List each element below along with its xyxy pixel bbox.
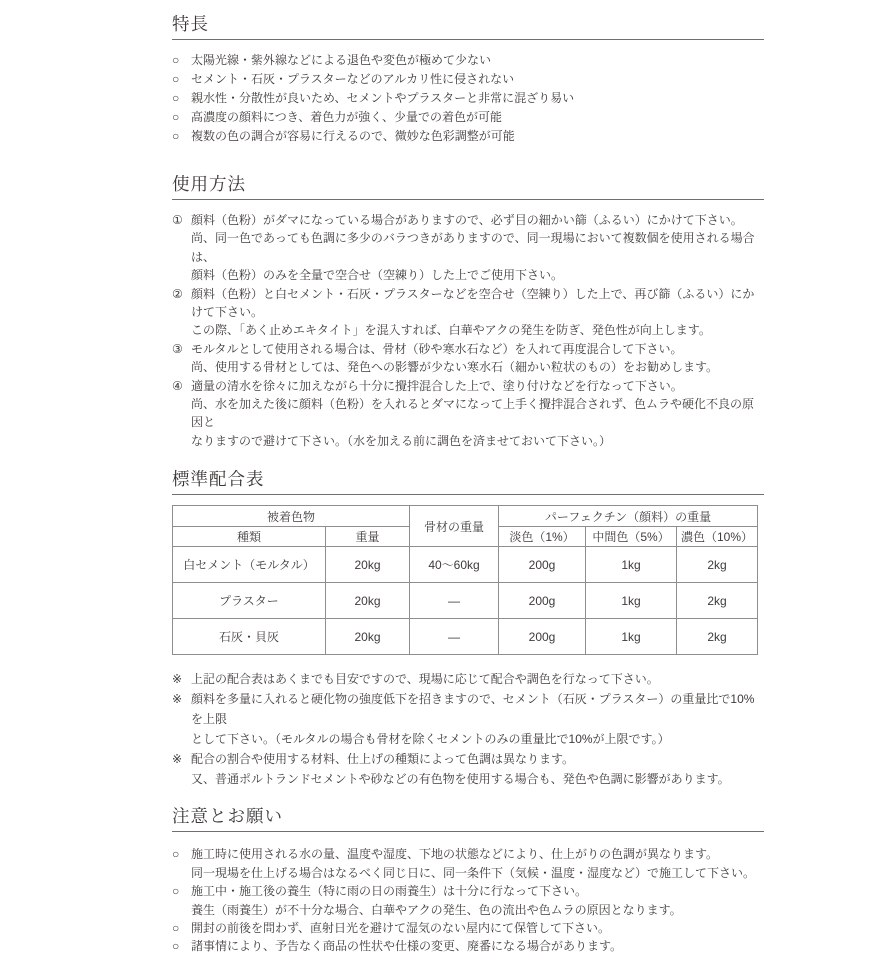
reference-mark-icon: ※ bbox=[172, 752, 183, 767]
th-type: 種類 bbox=[173, 527, 326, 547]
mixing-table bbox=[172, 505, 758, 655]
cell-aggregate: — bbox=[410, 583, 499, 619]
circle-bullet-icon: ○ bbox=[172, 129, 180, 143]
caution-line: 施工時に使用される水の量、温度や湿度、下地の状態などにより、仕上がりの色調が異なります。 bbox=[191, 847, 719, 862]
th-coated-object: 被着色物 bbox=[173, 506, 410, 527]
cell-light: 200g bbox=[499, 547, 586, 583]
usage-step-lines bbox=[191, 211, 764, 285]
note-lines bbox=[191, 749, 764, 789]
cautions-section bbox=[172, 804, 764, 955]
cell-dark: 2kg bbox=[677, 583, 758, 619]
note-item bbox=[172, 669, 764, 689]
caution-item bbox=[172, 937, 764, 955]
th-light: 淡色（1%） bbox=[499, 527, 586, 547]
feature-item bbox=[172, 89, 764, 108]
circle-bullet-icon: ○ bbox=[172, 884, 180, 899]
usage-step bbox=[172, 211, 764, 285]
table-row bbox=[173, 619, 758, 655]
section-divider bbox=[172, 494, 764, 495]
circle-bullet-icon: ○ bbox=[172, 110, 180, 124]
features-title: 特長 bbox=[172, 14, 209, 34]
th-medium: 中間色（5%） bbox=[586, 527, 677, 547]
usage-line: 尚、水を加えた後に顔料（色粉）を入れるとダマになって上手く攪拌混合されず、色ムラや硬化不良の原因と bbox=[191, 397, 755, 430]
cell-light: 200g bbox=[499, 583, 586, 619]
step-number-icon: ② bbox=[172, 286, 183, 301]
usage-step bbox=[172, 377, 764, 451]
cell-type: 石灰・貝灰 bbox=[173, 619, 326, 655]
circle-bullet-icon: ○ bbox=[172, 53, 180, 67]
table-row bbox=[173, 547, 758, 583]
feature-text: 複数の色の調合が容易に行えるので、微妙な色彩調整が可能 bbox=[191, 129, 515, 143]
step-number-icon: ④ bbox=[172, 378, 183, 393]
th-pigment-weight: パーフェクチン（顔料）の重量 bbox=[499, 506, 758, 527]
usage-section bbox=[172, 172, 764, 450]
note-item bbox=[172, 749, 764, 789]
circle-bullet-icon: ○ bbox=[172, 939, 180, 954]
usage-title: 使用方法 bbox=[172, 174, 246, 194]
circle-bullet-icon: ○ bbox=[172, 920, 180, 935]
note-lines bbox=[191, 689, 764, 749]
feature-text: 太陽光線・紫外線などによる退色や変色が極めて少ない bbox=[191, 53, 492, 67]
feature-item bbox=[172, 70, 764, 89]
caution-lines bbox=[191, 919, 764, 937]
usage-line: 顔料（色粉）がダマになっている場合がありますので、必ず目の細かい篩（ふるい）にかけて下さい。 bbox=[191, 213, 743, 227]
feature-item bbox=[172, 51, 764, 70]
reference-mark-icon: ※ bbox=[172, 692, 183, 707]
caution-line: 諸事情により、予告なく商品の性状や仕様の変更、廃番になる場合があります。 bbox=[191, 939, 623, 954]
cell-medium: 1kg bbox=[586, 619, 677, 655]
cell-aggregate: 40～60kg bbox=[410, 547, 499, 583]
cell-medium: 1kg bbox=[586, 583, 677, 619]
feature-text: セメント・石灰・プラスターなどのアルカリ性に侵されない bbox=[191, 72, 515, 86]
usage-line: なりますので避けて下さい。（水を加える前に調色を済ませておいて下さい。） bbox=[191, 433, 612, 448]
table-row bbox=[173, 583, 758, 619]
note-item bbox=[172, 689, 764, 749]
usage-line: 顔料（色粉）と白セメント・石灰・プラスターなどを空合せ（空練り）した上で、再び篩（ふるい）にかけて下さい。 bbox=[191, 286, 755, 320]
cell-weight: 20kg bbox=[326, 547, 410, 583]
cell-weight: 20kg bbox=[326, 583, 410, 619]
usage-step bbox=[172, 340, 764, 377]
caution-line: 養生（雨養生）が不十分な場合、白華やアクの発生、色の流出や色ムラの原因となります。 bbox=[191, 902, 682, 917]
caution-line: 施工中・施工後の養生（特に雨の日の雨養生）は十分に行なって下さい。 bbox=[191, 884, 588, 899]
note-lines bbox=[191, 669, 764, 689]
feature-item bbox=[172, 127, 764, 146]
cell-dark: 2kg bbox=[677, 619, 758, 655]
cell-weight: 20kg bbox=[326, 619, 410, 655]
usage-step-lines bbox=[191, 285, 764, 340]
mixing-table-title: 標準配合表 bbox=[172, 469, 265, 490]
usage-line: 適量の清水を徐々に加えながら十分に攪拌混合した上で、塗り付けなどを行なって下さい。 bbox=[191, 378, 683, 393]
note-line: として下さい。（モルタルの場合も骨材を除くセメントのみの重量比で10%が上限です。） bbox=[191, 732, 670, 747]
usage-step-lines bbox=[191, 377, 764, 451]
feature-text: 親水性・分散性が良いため、セメントやプラスターと非常に混ざり易い bbox=[191, 91, 575, 105]
circle-bullet-icon: ○ bbox=[172, 91, 180, 105]
cell-type: プラスター bbox=[173, 583, 326, 619]
step-number-icon: ③ bbox=[172, 341, 183, 356]
caution-lines bbox=[191, 845, 764, 882]
feature-text: 高濃度の顔料につき、着色力が強く、少量での着色が可能 bbox=[191, 110, 503, 124]
step-number-icon: ① bbox=[172, 213, 183, 227]
features-list bbox=[172, 51, 764, 146]
caution-lines bbox=[191, 937, 764, 955]
table-notes bbox=[172, 669, 764, 789]
features-section bbox=[172, 12, 764, 146]
mixing-table-section bbox=[172, 467, 764, 789]
section-divider bbox=[172, 39, 764, 40]
cell-type: 白セメント（モルタル） bbox=[173, 547, 326, 583]
section-divider bbox=[172, 199, 764, 200]
note-line: 上記の配合表はあくまでも目安ですので、現場に応じて配合や調色を行なって下さい。 bbox=[191, 672, 659, 687]
usage-line: この際、「あく止めエキタイト」を混入すれば、白華やアクの発生を防ぎ、発色性が向上します。 bbox=[191, 323, 711, 338]
cautions-title: 注意とお願い bbox=[172, 806, 283, 827]
cell-dark: 2kg bbox=[677, 547, 758, 583]
usage-step-lines bbox=[191, 340, 764, 377]
caution-item bbox=[172, 919, 764, 937]
th-dark: 濃色（10%） bbox=[677, 527, 758, 547]
usage-line: 顔料（色粉）のみを全量で空合せ（空練り）した上でご使用下さい。 bbox=[191, 268, 564, 283]
circle-bullet-icon: ○ bbox=[172, 847, 180, 862]
section-divider bbox=[172, 831, 764, 832]
reference-mark-icon: ※ bbox=[172, 672, 183, 687]
usage-step bbox=[172, 285, 764, 340]
cell-medium: 1kg bbox=[586, 547, 677, 583]
note-line: 配合の割合や使用する材料、仕上げの種類によって色調は異なります。 bbox=[191, 752, 575, 767]
caution-item bbox=[172, 845, 764, 882]
cell-aggregate: — bbox=[410, 619, 499, 655]
usage-line: 尚、同一色であっても色調に多少のバラつきがありますので、同一現場において複数個を使用される場合は、 bbox=[191, 231, 755, 264]
caution-line: 同一現場を仕上げる場合はなるべく同じ日に、同一条件下（気候・温度・湿度など）で施工して下さい。 bbox=[191, 865, 756, 880]
caution-item bbox=[172, 882, 764, 919]
note-line: 又、普通ポルトランドセメントや砂などの有色物を使用する場合も、発色や色調に影響があります。 bbox=[191, 772, 730, 787]
feature-item bbox=[172, 108, 764, 127]
th-aggregate-weight: 骨材の重量 bbox=[410, 506, 499, 547]
th-weight: 重量 bbox=[326, 527, 410, 547]
usage-steps bbox=[172, 211, 764, 450]
table-header-row bbox=[173, 506, 758, 527]
usage-line: 尚、使用する骨材としては、発色への影響が少ない寒水石（細かい粒状のもの）をお勧めします。 bbox=[191, 360, 719, 375]
caution-line: 開封の前後を問わず、直射日光を避けて湿気のない屋内にて保管して下さい。 bbox=[191, 920, 611, 935]
caution-lines bbox=[191, 882, 764, 919]
cell-light: 200g bbox=[499, 619, 586, 655]
circle-bullet-icon: ○ bbox=[172, 72, 180, 86]
usage-line: モルタルとして使用される場合は、骨材（砂や寒水石など）を入れて再度混合して下さい。 bbox=[191, 341, 683, 356]
note-line: 顔料を多量に入れると硬化物の強度低下を招きますので、セメント（石灰・プラスター）の重量比で10%を上限 bbox=[191, 692, 755, 727]
cautions-list bbox=[172, 845, 764, 955]
